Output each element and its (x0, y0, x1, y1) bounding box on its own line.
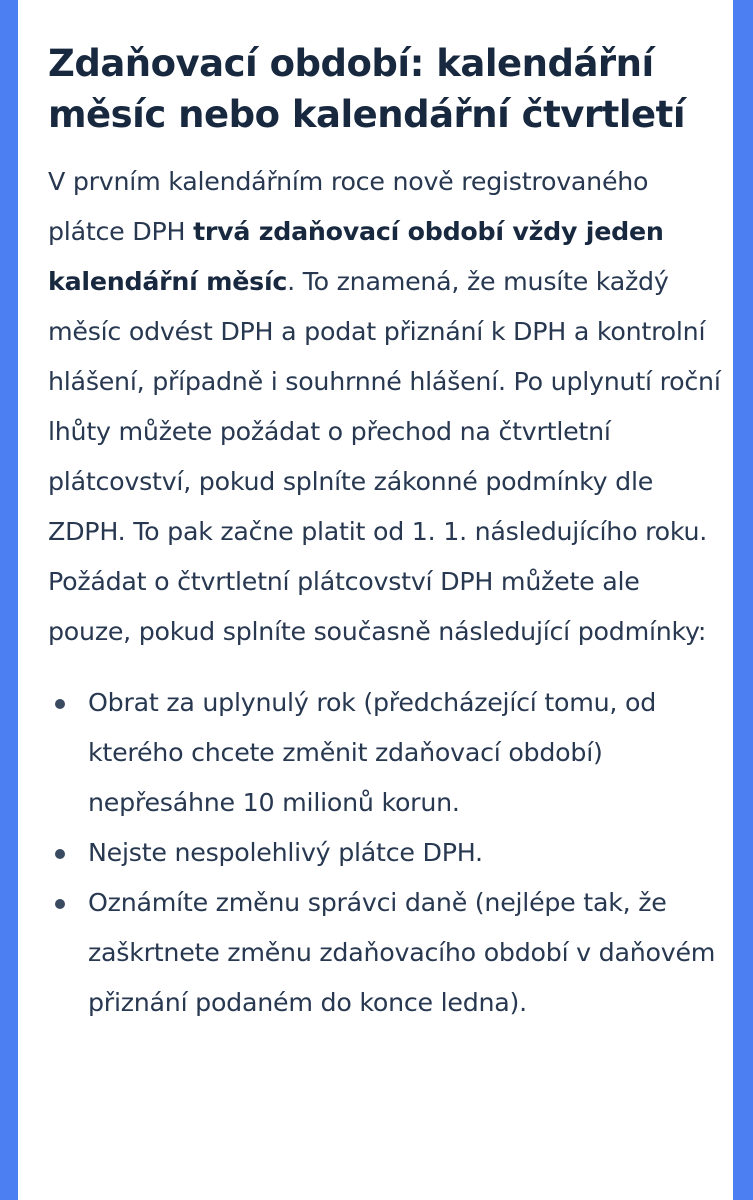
bullet-icon (55, 849, 65, 859)
conditions-list (48, 678, 721, 1028)
left-accent-edge (0, 0, 18, 1200)
paragraph-intro: V prvním kalendářním roce nově registrovaného plátce DPH (48, 167, 649, 246)
bullet-icon (55, 899, 65, 909)
article-card (18, 0, 733, 1200)
section-title: Zdaňovací období: kalendářní měsíc nebo kalendářní čtvrtletí (48, 42, 686, 136)
right-accent-edge (733, 0, 753, 1200)
paragraph-rest: . To znamená, že musíte každý měsíc odvést DPH a podat přiznání k DPH a kontrolní hlášení, případně i souhrnné hlášení. Po uplynutí roční lhůty můžete požádat o přechod na čtvrtletní plátcovství, pokud splníte zákonné podmínky dle ZDPH. To pak začne platit od 1. 1. následujícího roku. Požádat o čtvrtletní plátcovství DPH můžete ale pouze, pokud splníte současně následující podmínky: (48, 267, 721, 646)
paragraph-highlight: trvá zdaňovací období vždy jeden kalendářní měsíc (48, 217, 664, 296)
list-item (48, 828, 721, 878)
list-item (48, 878, 721, 1028)
list-item-text: Nejste nespolehlivý plátce DPH. (88, 838, 483, 867)
list-item-text: Oznámíte změnu správci daně (nejlépe tak, že zaškrtnete změnu zdaňovacího období v daňovém přiznání podaném do konce ledna). (88, 888, 716, 1017)
bullet-icon (55, 699, 65, 709)
list-item (48, 678, 721, 828)
list-item-text: Obrat za uplynulý rok (předcházející tomu, od kterého chcete změnit zdaňovací období) nepřesáhne 10 milionů korun. (88, 688, 657, 817)
section-paragraph (48, 157, 721, 657)
article-content (48, 38, 721, 1028)
